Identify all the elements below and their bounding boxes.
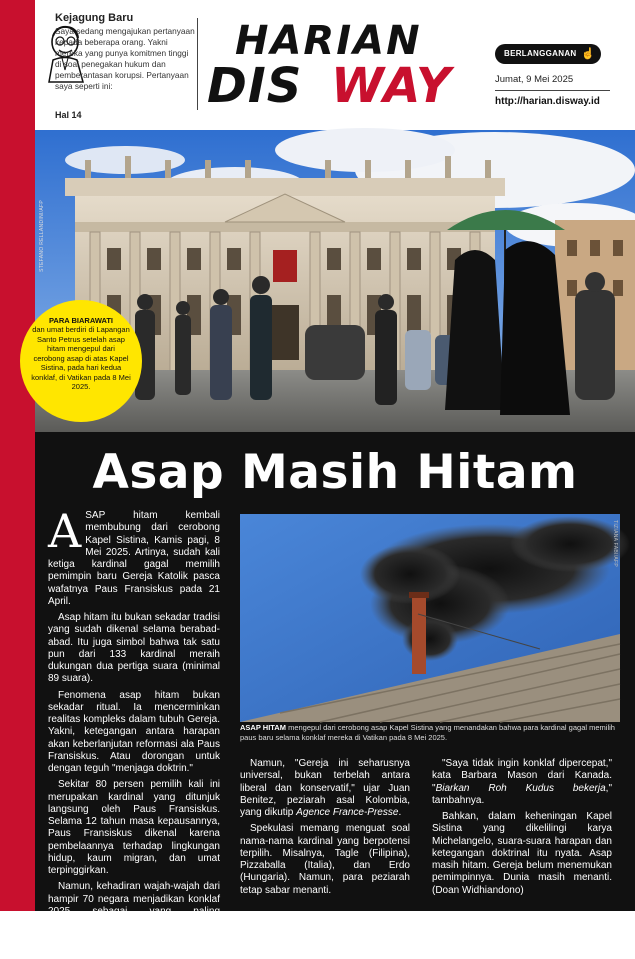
teaser-title: Kejagung Baru (55, 12, 134, 24)
paragraph: Spekulasi memang menguat soal nama-nama kardinal yang berpotensi terpilih. Misalnya, Tagle (Filipina), Pizzaballa (Italia), dan Erdo (Hungaria). Namun, para peziarah tetap sabar menanti. (240, 823, 410, 896)
paragraph-text: SAP hitam kembali membubung dari cerobong Kapel Sistina, Kamis pagi, 8 Mei 2025. Artinya, sudah kali ketiga kardinal gagal memilih pemimpin baru Gereja Katolik pasca wafatnya Paus Fransiskus pada 21 April. (48, 510, 220, 607)
hero-photo-credit: STEFANO RELLANDINI/AFP (39, 200, 45, 272)
paragraph (432, 758, 612, 807)
masthead (35, 0, 635, 130)
date-divider (495, 90, 610, 91)
article-headline: Asap Masih Hitam (92, 445, 578, 500)
black-smoke-photo (240, 514, 620, 722)
paragraph-source-italic: Agence France-Presse (296, 807, 399, 818)
paragraph-text: "Saya tidak ingin konklaf dipercepat," kata Barbara Mason dari Kanada. " (432, 758, 612, 794)
article-column-1 (48, 504, 220, 959)
pointer-hand-icon: ☝ (581, 48, 595, 60)
issue-date: Jumat, 9 Mei 2025 (495, 74, 574, 85)
hero-caption-bubble (20, 300, 142, 422)
subscribe-label: BERLANGGANAN (504, 49, 577, 58)
website-link[interactable]: http://harian.disway.id (495, 96, 600, 107)
logo-line2-black: DIS (207, 58, 303, 114)
paragraph: Asap hitam itu bukan sekadar tradisi yang sudah dikenal selama berabad-abad. Itu juga simbol bahwa tak satu pun dari 133 kardinal meraih dukungan dua pertiga suara (minimal 89 suara). (48, 612, 220, 685)
hero-caption-lead: PARA BIARAWATI (48, 316, 114, 325)
teaser-page-ref[interactable]: Hal 14 (55, 110, 82, 120)
paragraph: Sekitar 80 persen pemilih kali ini merupakan kardinal yang ditunjuk langsung oleh Paus Fransiskus. Selama 12 tahun masa kepausannya, Paus Fransiskus dikenal karena pembelaannya terhadap lingkungan hidup, kaum migran, dan umat terpinggirkan. (48, 779, 220, 876)
paragraph: Bahkan, dalam keheningan Kapel Sistina yang dikelilingi karya Michelangelo, suara-suara harapan dan ketegangan doktrinal itu nyata. Asap masih hitam. Gereja belum menemukan pemimpinnya. Dunia masih menanti. (Doan Widhiandono) (432, 811, 612, 896)
hero-caption-body: dan umat berdiri di Lapangan Santo Petrus setelah asap hitam mengepul dari cerobong asap di atas Kapel Sistina, pada hari kedua konklaf, di Vatikan pada 8 Mei 2025. (31, 325, 131, 391)
smoke-photo-illustration (240, 514, 620, 722)
paragraph: Namun, kehadiran wajah-wajah dari hampir 70 negara menjadikan konklaf 2025 sebagai yang paling internasional dalam sejarah. Artinya, ada peluang besar terjadinya ideologis. (48, 881, 220, 954)
paragraph (48, 504, 220, 608)
paragraph-text: Namun, "Gereja ini seharusnya universal, bukan terbelah antara liberal dan konservatif," ujar Juan Benitez, peziarah asal Kolombia, yang dikutip (240, 758, 410, 818)
smoke-caption-lead: ASAP HITAM (240, 723, 286, 732)
paragraph-text: ," tambahnya. (432, 782, 612, 806)
logo-line1: HARIAN (235, 18, 422, 64)
article-column-2 (240, 758, 410, 901)
article-column-3 (432, 758, 612, 901)
header-divider (197, 18, 198, 110)
paragraph: Fenomena asap hitam bukan sekadar ritual. Ia mencerminkan realitas kompleks dalam tubuh Gereja. Yakni, ketegangan antara harapan akan keberlanjutan reformasi ala Paus Fransiskus. Atau dorongan untuk dengan teguh "menjaga doktrin." (48, 689, 220, 774)
harian-disway-logo[interactable] (207, 18, 477, 118)
paragraph-quote-italic: Biarkan Roh Kudus bekerja (435, 782, 606, 794)
paragraph-text: . (398, 807, 402, 818)
smoke-caption-body: mengepul dari cerobong asap Kapel Sistina yang menandakan bahwa para kardinal gagal memilih paus baru selama konklaf mereka di Vatikan pada 8 Mei 2025. (240, 723, 615, 742)
smoke-photo-caption (240, 723, 620, 742)
teaser-body: Saya sedang mengajukan pertanyaan kepada beberapa orang. Yakni mereka yang punya komitmen tinggi di soal penegakan hukum dan pemberantasan korupsi. Pertanyaan saya seperti ini: (55, 26, 195, 91)
logo-line2-red: WAY (331, 58, 452, 114)
drop-cap: A (48, 504, 82, 558)
subscribe-button[interactable] (495, 44, 601, 64)
smoke-photo-credit: TIZIANA FABI/AFP (612, 520, 618, 568)
paragraph (240, 758, 410, 819)
brand-side-bar (0, 0, 35, 911)
